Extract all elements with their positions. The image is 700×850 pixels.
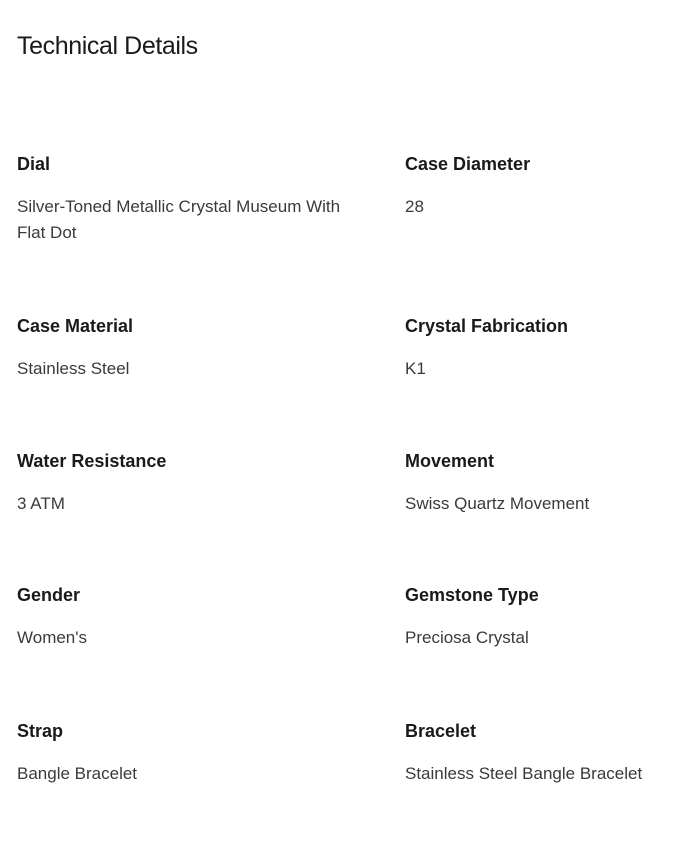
spec-value: Women's xyxy=(17,628,88,647)
spec-value: K1 xyxy=(405,359,426,378)
spec-value: Preciosa Crystal xyxy=(405,628,529,647)
spec-value: Stainless Steel Bangle Bracelet xyxy=(405,764,643,783)
spec-case-material xyxy=(17,314,377,382)
spec-value: Silver-Toned Metallic Crystal Museum With Flat Dot xyxy=(17,197,341,242)
spec-water-resistance xyxy=(17,449,377,517)
spec-movement xyxy=(405,449,697,517)
spec-label: Gemstone Type xyxy=(405,585,539,605)
spec-label: Dial xyxy=(17,154,51,174)
spec-strap xyxy=(17,719,377,787)
spec-case-diameter xyxy=(405,152,697,220)
page-title: Technical Details xyxy=(17,32,198,60)
spec-label: Crystal Fabrication xyxy=(405,316,569,336)
spec-value: Bangle Bracelet xyxy=(17,764,138,783)
spec-label: Case Diameter xyxy=(405,154,531,174)
spec-value: Swiss Quartz Movement xyxy=(405,494,590,513)
spec-gender xyxy=(17,583,377,651)
spec-label: Bracelet xyxy=(405,721,477,741)
spec-label: Water Resistance xyxy=(17,451,167,471)
spec-value: 28 xyxy=(405,197,424,216)
spec-value: 3 ATM xyxy=(17,494,65,513)
spec-value: Stainless Steel xyxy=(17,359,130,378)
spec-bracelet xyxy=(405,719,697,787)
spec-dial xyxy=(17,152,377,246)
spec-label: Case Material xyxy=(17,316,134,336)
spec-label: Movement xyxy=(405,451,495,471)
spec-label: Strap xyxy=(17,721,64,741)
spec-gemstone-type xyxy=(405,583,697,651)
spec-crystal-fabrication xyxy=(405,314,697,382)
spec-label: Gender xyxy=(17,585,81,605)
